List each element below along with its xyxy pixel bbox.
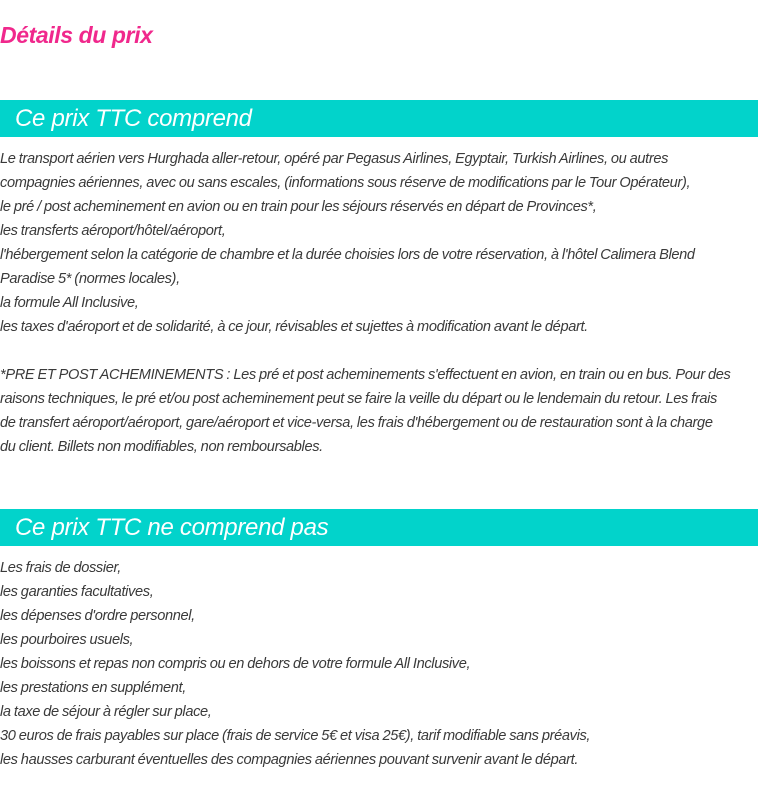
note-line: de transfert aéroport/aéroport, gare/aéroport et vice-versa, les frais d'hébergement ou de restauration sont à la charge — [0, 415, 713, 431]
included-line: compagnies aériennes, avec ou sans escales, (informations sous réserve de modifications par le Tour Opérateur), — [0, 175, 691, 191]
note-line: *PRE ET POST ACHEMINEMENTS : Les pré et post acheminements s'effectuent en avion, en train ou en bus. Pour des — [0, 367, 731, 383]
included-line: Paradise 5* (normes locales), — [0, 271, 180, 287]
included-line: l'hébergement selon la catégorie de chambre et la durée choisies lors de votre réservation, à l'hôtel Calimera Blend — [0, 247, 695, 263]
included-line: le pré / post acheminement en avion ou en train pour les séjours réservés en départ de Provinces*, — [0, 199, 597, 215]
excluded-line: 30 euros de frais payables sur place (frais de service 5€ et visa 25€), tarif modifiable sans préavis, — [0, 728, 591, 744]
excluded-line: les dépenses d'ordre personnel, — [0, 608, 195, 624]
excluded-line: les prestations en supplément, — [0, 680, 186, 696]
note-line: du client. Billets non modifiables, non remboursables. — [0, 439, 323, 455]
note-line: raisons techniques, le pré et/ou post acheminement peut se faire la veille du départ ou le lendemain du retour. Les frais — [0, 391, 717, 407]
excluded-line: les hausses carburant éventuelles des compagnies aériennes pouvant survenir avant le départ. — [0, 752, 579, 768]
paragraph-spacer — [0, 339, 758, 363]
included-paragraph — [0, 147, 758, 339]
excluded-line: les garanties facultatives, — [0, 584, 154, 600]
included-line: les transferts aéroport/hôtel/aéroport, — [0, 223, 226, 239]
section-banner-excluded — [0, 509, 758, 546]
section-heading-excluded: Ce prix TTC ne comprend pas — [15, 514, 329, 541]
excluded-line: Les frais de dossier, — [0, 560, 121, 576]
included-line: Le transport aérien vers Hurghada aller-retour, opéré par Pegasus Airlines, Egyptair, Turkish Airlines, ou autres — [0, 151, 669, 167]
included-line: les taxes d'aéroport et de solidarité, à ce jour, révisables et sujettes à modification avant le départ. — [0, 319, 588, 335]
transfer-note — [0, 363, 758, 459]
excluded-list — [0, 556, 758, 772]
page-title: Détails du prix — [0, 22, 153, 48]
included-line: la formule All Inclusive, — [0, 295, 139, 311]
included-list — [0, 147, 758, 459]
excluded-line: les boissons et repas non compris ou en dehors de votre formule All Inclusive, — [0, 656, 471, 672]
section-heading-included: Ce prix TTC comprend — [15, 105, 252, 132]
excluded-paragraph — [0, 556, 758, 772]
section-banner-included — [0, 100, 758, 137]
excluded-line: les pourboires usuels, — [0, 632, 134, 648]
excluded-line: la taxe de séjour à régler sur place, — [0, 704, 212, 720]
